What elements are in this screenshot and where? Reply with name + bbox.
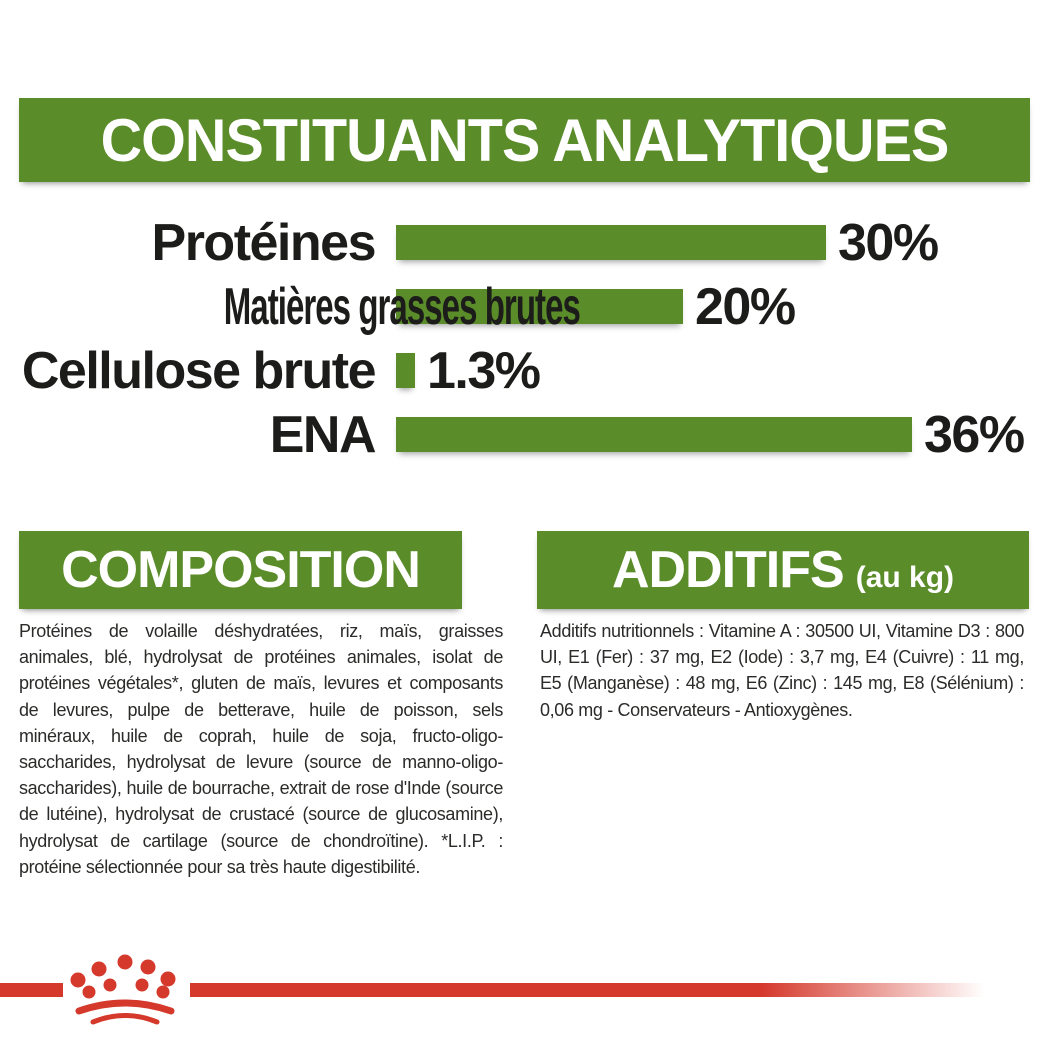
bar-value: 30% (838, 213, 938, 272)
royal-canin-crown-icon (55, 950, 195, 1040)
composition-banner (19, 531, 462, 609)
bar-label: Protéines (151, 213, 375, 272)
footer-rule-left (0, 983, 63, 997)
chart-row (19, 213, 1030, 272)
bar-value: 20% (695, 277, 795, 336)
bar (396, 353, 415, 388)
page-title: CONSTITUANTS ANALYTIQUES (100, 106, 949, 174)
additives-text: Additifs nutritionnels : Vitamine A : 30500 UI, Vitamine D3 : 800 UI, E1 (Fer) : 37 mg, E2 (Iode) : 3,7 mg, E4 (Cuivre) : 11 mg, E5 (Manganèse) : 48 mg, E6 (Zinc) : 145 mg, E8 (Sélénium) : 0,06 mg - Conservateurs - Antioxygènes. (540, 621, 1024, 720)
footer-rule-right (190, 983, 985, 997)
bar (396, 417, 912, 452)
chart-row (19, 405, 1030, 464)
bar-label: Cellulose brute (21, 341, 375, 400)
composition-text: Protéines de volaille déshydratées, riz, maïs, graisses animales, blé, hydrolysat de protéines animales, isolat de protéines végétales*, gluten de maïs, levures et composants de levures, pulpe de betterave, huile de poisson, sels minéraux, huile de coprah, huile de soja, fructo-oligo-saccharides, hydrolysat de levure (source de manno-oligo-saccharides), huile de bourrache, extrait de rose d'Inde (source de lutéine), hydrolysat de crustacé (source de glucosamine), hydrolysat de cartilage (source de chondroïtine). *L.I.P. : protéine sélectionnée pour sa très haute digestibilité. (19, 621, 503, 877)
bar-value: 1.3% (427, 341, 540, 400)
bar-label: Matières grasses brutes (223, 277, 580, 336)
composition-title: COMPOSITION (61, 541, 420, 599)
bar-label: ENA (269, 405, 375, 464)
additives-title-group (612, 540, 954, 600)
chart-row (19, 277, 1030, 336)
chart-row (19, 341, 1030, 400)
analytical-constituents-banner (19, 98, 1030, 182)
bar-value: 36% (924, 405, 1024, 464)
additives-title-suffix: (au kg) (855, 561, 955, 594)
additives-title: ADDITIFS (611, 541, 844, 599)
additives-banner (537, 531, 1029, 609)
bar (396, 225, 826, 260)
